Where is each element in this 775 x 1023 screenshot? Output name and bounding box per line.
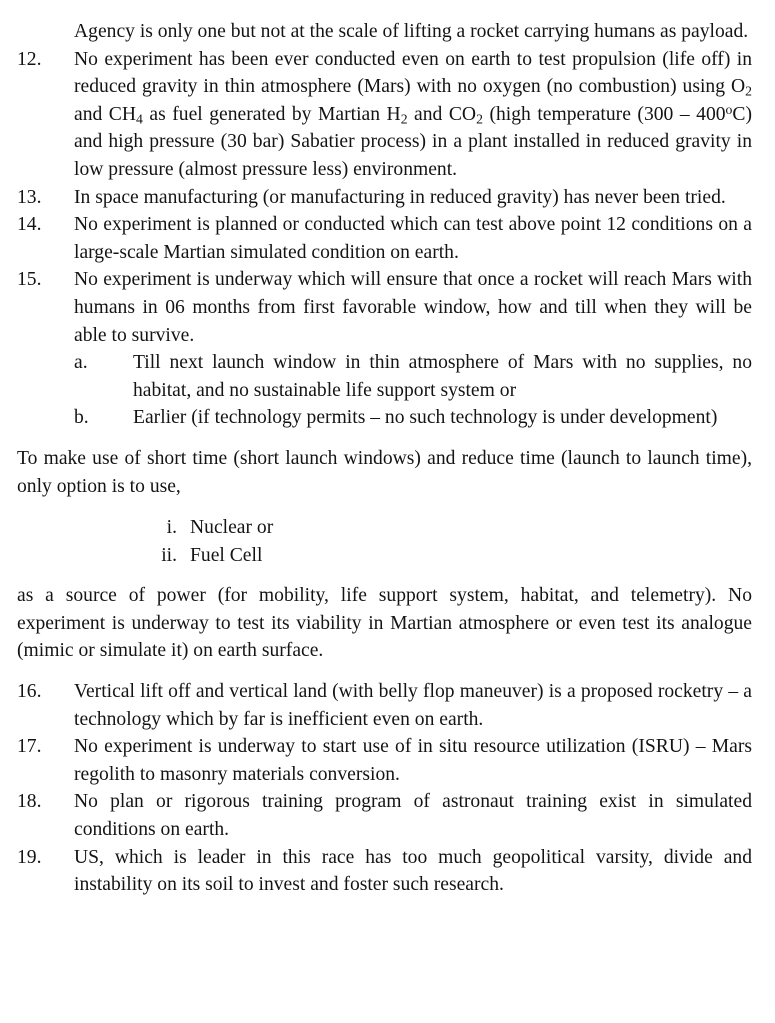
option-text: Nuclear or [190,517,274,539]
list-item-16 [17,678,752,733]
list-item-14 [17,211,752,266]
list-item-12 [17,46,752,184]
sub-item-a [17,349,752,404]
item-text: In space manufacturing (or manufacturing in reduced gravity) has never been tried. [74,186,726,208]
item-text: No experiment is underway to start use of in situ resource utilization (ISRU) – Mars regolith to masonry materials conversion. [74,736,752,785]
continued-text: Agency is only one but not at the scale of lifting a rocket carrying humans as payload. [74,21,749,42]
list-item-15 [17,266,752,349]
item-number: 13. [17,186,42,208]
item-number: 15. [17,269,42,291]
item-text: No experiment is underway which will ensure that once a rocket will reach Mars with humans in 06 months from first favorable window, how and till when they will be able to survive. [74,269,752,346]
sub-item-text: Till next launch window in thin atmosphere of Mars with no supplies, no habitat, and no sustainable life support system or [133,352,752,401]
list-item-13 [17,184,752,212]
paragraph-launch-windows: To make use of short time (short launch windows) and reduce time (launch to launch time), only option is to use, [17,447,752,497]
item-number: 14. [17,214,42,236]
sub-item-label: b. [74,407,89,429]
option-label: i. [166,517,177,539]
option-text: Fuel Cell [190,544,263,566]
list-item-17 [17,733,752,788]
list-item-19 [17,844,752,899]
item-text: No experiment has been ever conducted even on earth to test propulsion (life off) in reduced gravity in thin atmosphere (Mars) with no oxygen (no combustion) using $O_2$ and $CH_4$ as fuel generated by Martian $H_2$ and $CO_2$ (high temperature (300 – 400$^o$C) and high pressure (30 bar) Sabatier process) in a plant installed in reduced gravity in low pressure (almost pressure less) environment. [74,48,752,180]
sub-item-label: a. [74,352,88,374]
item-number: 18. [17,791,42,813]
item-text: No plan or rigorous training program of astronaut training exist in simulated conditions on earth. [74,791,752,841]
item-text: US, which is leader in this race has too much geopolitical varsity, divide and instability on its soil to invest and foster such research. [74,846,752,896]
item-number: 17. [17,736,42,758]
sub-item-b [17,404,752,432]
item-number: 19. [17,846,42,868]
item-text: Vertical lift off and vertical land (with belly flop maneuver) is a proposed rocketry – a technology which by far is inefficient even on earth. [74,681,752,730]
item-number: 12. [17,48,42,70]
sub-item-text: Earlier (if technology permits – no such technology is under development) [133,407,718,429]
option-label: ii. [161,544,177,566]
option-fuel-cell [17,542,752,570]
list-item-18 [17,788,752,843]
option-nuclear [17,514,752,542]
item-text: No experiment is planned or conducted which can test above point 12 conditions on a large-scale Martian simulated condition on earth. [74,214,752,263]
item-number: 16. [17,681,42,703]
paragraph-power-source: as a source of power (for mobility, life support system, habitat, and telemetry). No experiment is underway to test its viability in Martian atmosphere or even test its analogue (mimic or simulate it) on earth surface. [17,585,752,662]
